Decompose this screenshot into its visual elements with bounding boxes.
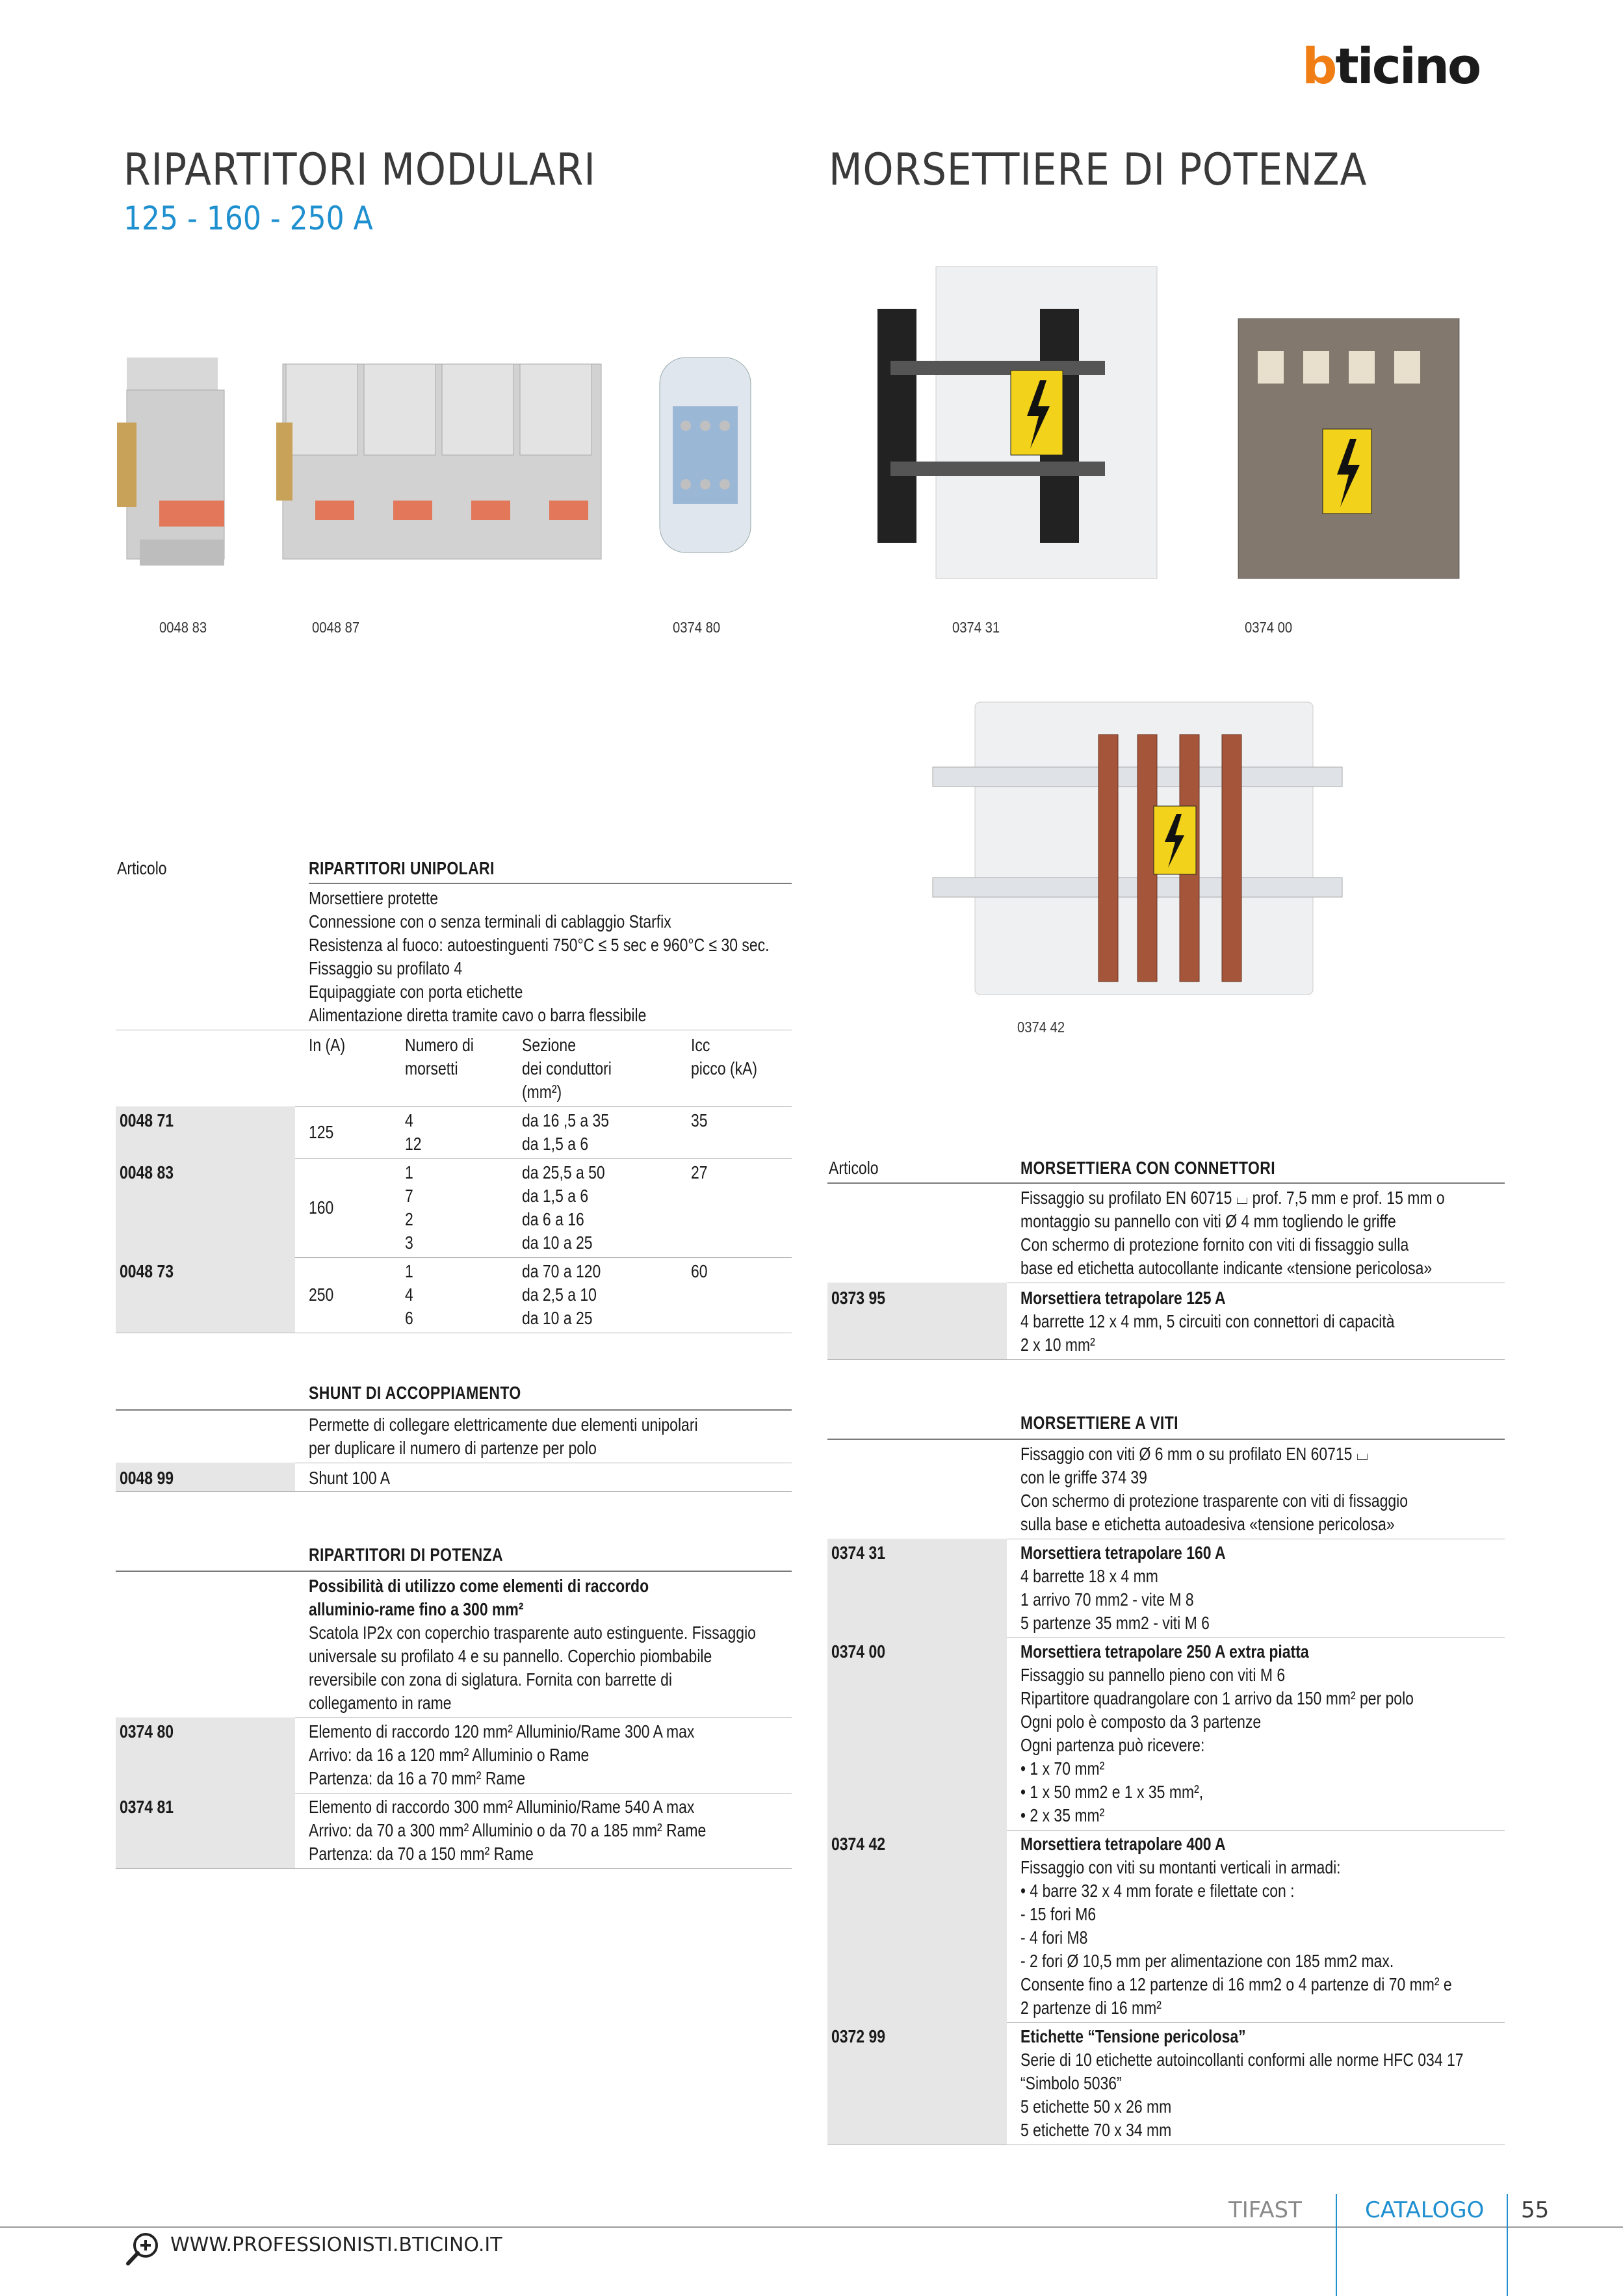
header-line: Icc — [691, 1035, 710, 1055]
sezione-value: da 6 a 16 — [522, 1209, 584, 1229]
item-detail-line: - 15 fori M6 — [1020, 1904, 1097, 1924]
description-bold-line: alluminio-rame fino a 300 mm² — [309, 1599, 524, 1619]
section-title-unipolari: RIPARTITORI UNIPOLARI — [309, 858, 495, 878]
caption-037431: 0374 31 — [952, 619, 1000, 636]
description-line: Con schermo di protezione fornito con viti di fissaggio sulla — [1020, 1234, 1409, 1255]
item-detail-line: Arrivo: da 70 a 300 mm² Alluminio o da 70 a 185 mm² Rame — [309, 1820, 707, 1840]
item-detail-line: 2 x 10 mm² — [1020, 1335, 1095, 1355]
left-title: RIPARTITORI MODULARI — [123, 144, 596, 196]
article-code: 0048 71 — [120, 1110, 174, 1130]
description-line: collegamento in rame — [309, 1693, 452, 1713]
header-line: Sezione — [522, 1035, 576, 1055]
footer-catalogo[interactable]: CATALOGO — [1365, 2197, 1485, 2223]
description-line: Resistenza al fuoco: autoestinguenti 750°C ≤ 5 sec e 960°C ≤ 30 sec. — [309, 935, 770, 955]
item-detail-line: • 1 x 50 mm2 e 1 x 35 mm², — [1020, 1782, 1204, 1802]
section-title-viti: MORSETTIERE A VITI — [1020, 1413, 1178, 1433]
item-detail-line: • 4 barre 32 x 4 mm forate e filettate con : — [1020, 1881, 1295, 1901]
product-image-004887 — [276, 351, 608, 579]
numero-value: 3 — [405, 1233, 413, 1253]
item-detail-line: Arrivo: da 16 a 120 mm² Alluminio o Rame — [309, 1745, 590, 1765]
sezione-value: da 1,5 a 6 — [522, 1186, 589, 1206]
description-line: base ed etichetta autocollante indicante «tensione pericolosa» — [1020, 1258, 1433, 1278]
section-title-connettori: MORSETTIERA CON CONNETTORI — [1020, 1158, 1276, 1178]
sezione-value: da 25,5 a 50 — [522, 1162, 605, 1182]
article-code: 0048 73 — [120, 1261, 174, 1281]
table-row — [827, 2022, 1505, 2145]
numero-value: 1 — [405, 1162, 413, 1182]
item-detail-line: Consente fino a 12 partenze di 16 mm2 o 4 partenze di 70 mm² e — [1020, 1974, 1452, 1994]
numero-value: 12 — [405, 1134, 422, 1154]
sezione-value: da 16 ,5 a 35 — [522, 1110, 610, 1130]
article-code: 0048 83 — [120, 1162, 174, 1182]
item-detail-line: “Simbolo 5036” — [1020, 2073, 1122, 2093]
sezione-value: da 10 a 25 — [522, 1308, 593, 1328]
item-detail-line: 5 etichette 50 x 26 mm — [1020, 2096, 1172, 2117]
table-row — [827, 1830, 1505, 2022]
header-line: picco (kA) — [691, 1058, 758, 1078]
article-code: 0374 31 — [831, 1543, 885, 1563]
item-title: Morsettiera tetrapolare 250 A extra piatta — [1020, 1641, 1309, 1662]
numero-value: 6 — [405, 1308, 413, 1328]
in-value: 250 — [309, 1285, 334, 1305]
sezione-value: da 2,5 a 10 — [522, 1285, 597, 1305]
item-detail-line: Elemento di raccordo 120 mm² Alluminio/Rame 300 A max — [309, 1721, 695, 1742]
description-line: con le griffe 374 39 — [1020, 1467, 1147, 1487]
item-detail-line: 2 partenze di 16 mm² — [1020, 1998, 1162, 2018]
numero-value: 7 — [405, 1186, 413, 1206]
description-line: Fissaggio con viti Ø 6 mm o su profilato EN 60715 ⌴ — [1020, 1444, 1369, 1464]
description-line: Alimentazione diretta tramite cavo o barra flessibile — [309, 1005, 647, 1025]
icc-value: 35 — [691, 1110, 708, 1130]
description-line: per duplicare il numero di partenze per polo — [309, 1438, 597, 1458]
item-detail-line: Serie di 10 etichette autoincollanti conformi alle norme HFC 034 17 — [1020, 2050, 1464, 2070]
table-row — [116, 1158, 792, 1257]
item-detail-line: - 4 fori M8 — [1020, 1927, 1088, 1948]
header-line: dei conduttori — [522, 1058, 612, 1078]
in-value: 160 — [309, 1197, 334, 1218]
product-image-037431 — [871, 263, 1170, 588]
article-code: 0374 42 — [831, 1834, 885, 1854]
description-line: Fissaggio su profilato EN 60715 ⌴ prof. 7,5 mm e prof. 15 mm o — [1020, 1188, 1445, 1208]
item-detail-line: Fissaggio con viti su montanti verticali in armadi: — [1020, 1857, 1341, 1877]
item-title: Etichette “Tensione pericolosa” — [1020, 2026, 1246, 2046]
article-code: 0374 80 — [120, 1721, 174, 1742]
table-row — [116, 1106, 792, 1158]
description-line: Scatola IP2x con coperchio trasparente auto estinguente. Fissaggio — [309, 1623, 756, 1643]
item-detail-line: Partenza: da 70 a 150 mm² Rame — [309, 1844, 534, 1864]
caption-037480: 0374 80 — [673, 619, 721, 636]
description-line: universale su profilato 4 e su pannello. Coperchio piombabile — [309, 1646, 712, 1666]
item-detail-line: 4 barrette 18 x 4 mm — [1020, 1566, 1158, 1586]
caption-037442: 0374 42 — [1017, 1019, 1065, 1036]
header-line: Numero di — [405, 1035, 474, 1055]
description-line: Permette di collegare elettricamente due elementi unipolari — [309, 1415, 698, 1435]
item-detail-line: - 2 fori Ø 10,5 mm per alimentazione con 185 mm2 max. — [1020, 1951, 1394, 1971]
article-code: 0374 81 — [120, 1797, 174, 1817]
item-detail-line: 1 arrivo 70 mm2 - vite M 8 — [1020, 1589, 1194, 1610]
item-detail-line: 5 partenze 35 mm2 - viti M 6 — [1020, 1613, 1210, 1633]
shunt-item: Shunt 100 A — [309, 1468, 391, 1488]
article-code: 0372 99 — [831, 2026, 885, 2046]
description-line: Equipaggiate con porta etichette — [309, 982, 523, 1002]
description-line: Connessione con o senza terminali di cablaggio Starfix — [309, 911, 671, 932]
articolo-label: Articolo — [117, 858, 167, 878]
connettori-item-title: Morsettiera tetrapolare 125 A — [1020, 1288, 1226, 1308]
sezione-value: da 1,5 a 6 — [522, 1134, 589, 1154]
product-image-037480 — [650, 354, 760, 562]
caption-004883: 0048 83 — [159, 619, 207, 636]
footer-tifast: TIFAST — [1228, 2197, 1302, 2223]
footer-url-link[interactable]: WWW.PROFESSIONISTI.BTICINO.IT — [170, 2234, 502, 2256]
col-in: In (A) — [309, 1035, 346, 1055]
product-image-037442 — [923, 696, 1352, 1001]
right-title: MORSETTIERE DI POTENZA — [829, 144, 1368, 196]
item-detail-line: Ogni polo è composto da 3 partenze — [1020, 1712, 1262, 1732]
item-detail-line: Elemento di raccordo 300 mm² Alluminio/Rame 540 A max — [309, 1797, 695, 1817]
item-detail-line: • 2 x 35 mm² — [1020, 1805, 1105, 1825]
numero-value: 2 — [405, 1209, 413, 1229]
sezione-value: da 70 a 120 — [522, 1261, 601, 1281]
description-line: Fissaggio su profilato 4 — [309, 958, 463, 978]
numero-value: 4 — [405, 1110, 413, 1130]
item-detail-line: Ripartitore quadrangolare con 1 arrivo da 150 mm² per polo — [1020, 1688, 1414, 1708]
item-detail-line: Ogni partenza può ricevere: — [1020, 1735, 1205, 1755]
icc-value: 60 — [691, 1261, 708, 1281]
table-row — [827, 1539, 1505, 1637]
header-line: (mm²) — [522, 1082, 562, 1102]
caption-037400: 0374 00 — [1245, 619, 1293, 636]
product-image-004883 — [114, 351, 231, 579]
numero-value: 1 — [405, 1261, 413, 1281]
brand-logo: bticino — [1302, 37, 1480, 95]
item-detail-line: Fissaggio su pannello pieno con viti M 6 — [1020, 1665, 1286, 1685]
item-title: Morsettiera tetrapolare 160 A — [1020, 1543, 1226, 1563]
table-row — [116, 1257, 792, 1333]
connettori-code: 0373 95 — [831, 1288, 885, 1308]
table-row — [116, 1793, 792, 1868]
magnifier-plus-icon[interactable] — [125, 2230, 162, 2267]
sezione-value: da 10 a 25 — [522, 1233, 593, 1253]
section-title-shunt: SHUNT DI ACCOPPIAMENTO — [309, 1383, 521, 1403]
item-title: Morsettiera tetrapolare 400 A — [1020, 1834, 1226, 1854]
left-subtitle: 125 - 160 - 250 A — [123, 200, 373, 237]
header-line: morsetti — [405, 1058, 458, 1078]
icc-value: 27 — [691, 1162, 708, 1182]
description-line: Morsettiere protette — [309, 888, 439, 908]
footer-page-number: 55 — [1521, 2197, 1550, 2223]
description-line: sulla base e etichetta autoadesiva «tensione pericolosa» — [1020, 1514, 1395, 1534]
left-table — [116, 853, 792, 1880]
numero-value: 4 — [405, 1285, 413, 1305]
description-line: Con schermo di protezione trasparente con viti di fissaggio — [1020, 1491, 1408, 1511]
description-bold-line: Possibilità di utilizzo come elementi di raccordo — [309, 1576, 649, 1596]
table-row — [827, 1637, 1505, 1830]
product-image-037400 — [1232, 312, 1466, 592]
caption-004887: 0048 87 — [312, 619, 360, 636]
description-line: montaggio su pannello con viti Ø 4 mm togliendo le griffe — [1020, 1211, 1396, 1231]
item-detail-line: • 1 x 70 mm² — [1020, 1758, 1105, 1779]
table-row — [116, 1717, 792, 1793]
section-title-potenza: RIPARTITORI DI POTENZA — [309, 1545, 504, 1565]
in-value: 125 — [309, 1122, 334, 1142]
shunt-code: 0048 99 — [120, 1468, 174, 1488]
description-line: reversibile con zona di siglatura. Fornita con barrette di — [309, 1669, 672, 1689]
item-detail-line: 5 etichette 70 x 34 mm — [1020, 2120, 1172, 2140]
articolo-label-right: Articolo — [829, 1158, 879, 1178]
article-code: 0374 00 — [831, 1641, 885, 1662]
right-table — [827, 1153, 1505, 2154]
item-detail-line: 4 barrette 12 x 4 mm, 5 circuiti con connettori di capacità — [1020, 1311, 1395, 1331]
item-detail-line: Partenza: da 16 a 70 mm² Rame — [309, 1768, 526, 1788]
